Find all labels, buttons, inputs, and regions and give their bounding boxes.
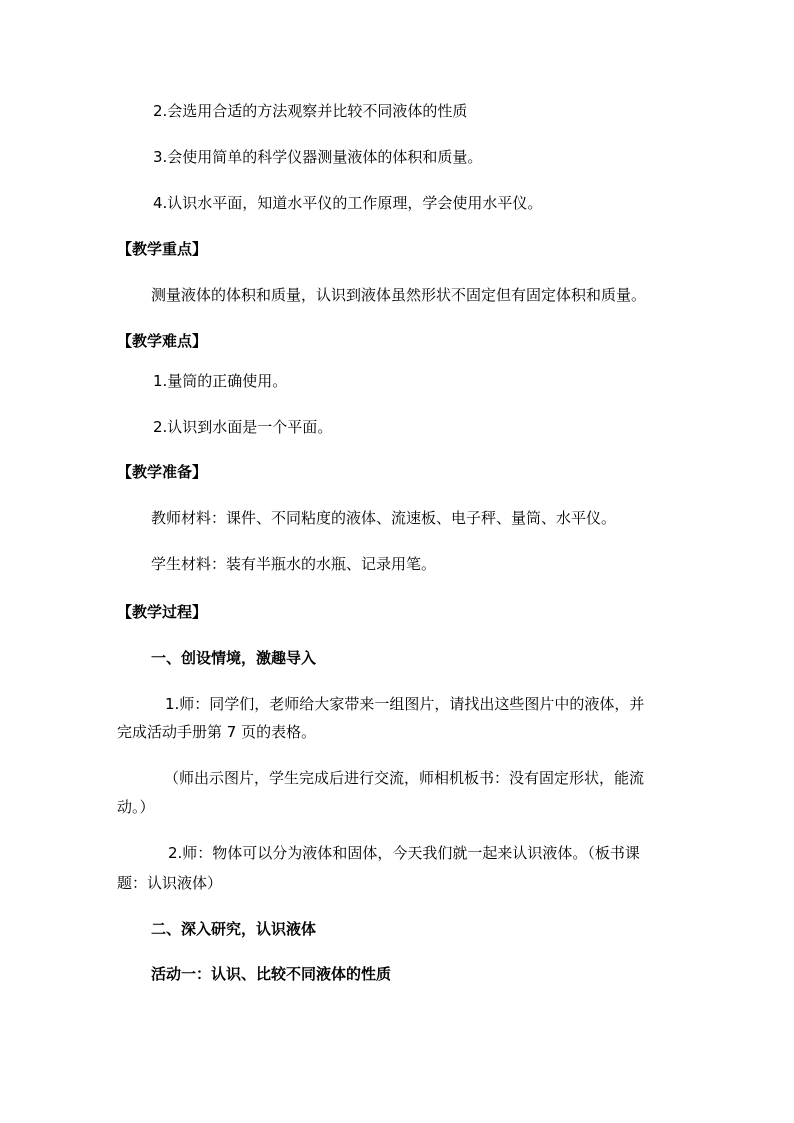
teacher-materials: 教师材料：课件、不同粘度的液体、流速板、电子秤、量筒、水平仪。 [151,509,617,527]
note-line-1: （师出示图片，学生完成后进行交流，师相机板书：没有固定形状，能流 [164,769,645,787]
objective-item-4: 4.认识水平面，知道水平仪的工作原理，学会使用水平仪。 [153,194,543,212]
key-point-text: 测量液体的体积和质量，认识到液体虽然形状不固定但有固定体积和质量。 [151,286,647,304]
difficulty-item-2: 2.认识到水面是一个平面。 [153,418,333,436]
student-materials: 学生材料：装有半瓶水的水瓶、记录用笔。 [151,555,437,573]
step-1-line-1: 1.师：同学们，老师给大家带来一组图片，请找出这些图片中的液体，并 [165,695,645,713]
difficulty-item-1: 1.量筒的正确使用。 [153,372,288,390]
process-heading: 【教学过程】 [117,603,208,621]
difficulty-heading: 【教学难点】 [117,332,208,350]
section-1-title: 一、创设情境，激趣导入 [151,649,317,667]
section-2-title: 二、深入研究，认识液体 [151,920,317,938]
activity-1-title: 活动一：认识、比较不同液体的性质 [151,965,392,983]
step-1-line-2: 完成活动手册第 7 页的表格。 [117,723,317,741]
step-2-line-2: 题：认识液体） [117,874,223,892]
objective-item-3: 3.会使用简单的科学仪器测量液体的体积和质量。 [153,148,483,166]
note-line-2: 动。） [117,798,155,816]
step-2-line-1: 2.师：物体可以分为液体和固体，今天我们就一起来认识液体。（板书课 [168,844,640,862]
preparation-heading: 【教学准备】 [117,463,208,481]
objective-item-2: 2.会选用合适的方法观察并比较不同液体的性质 [153,102,468,120]
key-point-heading: 【教学重点】 [117,240,208,258]
